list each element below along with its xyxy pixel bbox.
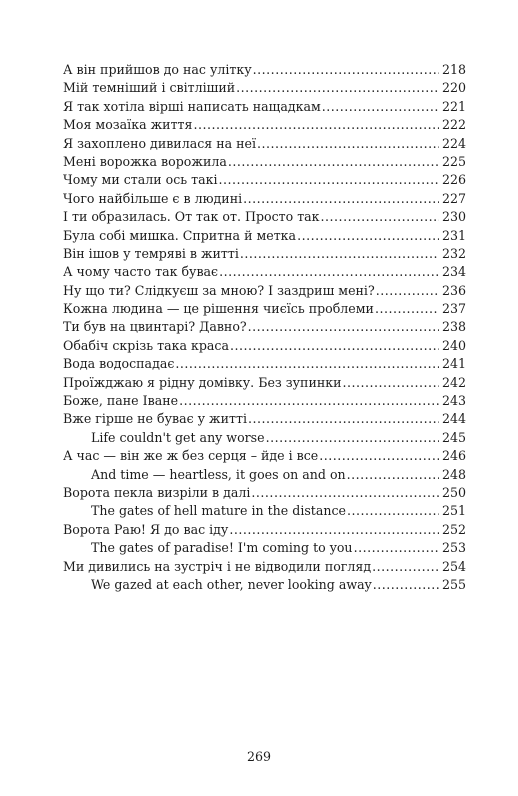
dot-leader	[240, 245, 439, 263]
dot-leader	[236, 79, 439, 97]
toc-entry	[63, 558, 466, 576]
toc-entry	[63, 153, 466, 171]
toc-entry	[63, 539, 466, 557]
toc-entry-title: Life couldn't get any worse	[91, 429, 265, 445]
toc-entry-title: Ти був на цвинтарі? Давно?	[63, 319, 247, 335]
toc-entry-page: 237	[441, 301, 466, 317]
page-number: 269	[246, 749, 272, 764]
toc-entry-title: We gazed at each other, never looking away	[91, 576, 372, 592]
toc-entry-title: Ну що ти? Слідкуєш за мною? І заздриш мені?	[63, 282, 375, 298]
toc-entry	[63, 410, 466, 428]
dot-leader	[228, 153, 439, 171]
toc-entry	[63, 98, 466, 116]
toc-entry	[63, 116, 466, 134]
toc-entry	[63, 171, 466, 189]
toc-entry-title: А чому часто так буває	[63, 264, 219, 280]
toc-entry	[63, 429, 466, 447]
toc-entry-page: 242	[441, 374, 466, 390]
dot-leader	[347, 466, 439, 484]
toc-entry-page: 250	[441, 484, 466, 500]
dot-leader	[251, 484, 439, 502]
toc-entry-title: А час — він же ж без серця – йде і все	[63, 448, 319, 464]
dot-leader	[248, 318, 439, 336]
toc-entry-title: Мій темніший і світліший	[63, 80, 236, 96]
toc-entry-page: 248	[441, 466, 466, 482]
toc-entry-page: 230	[441, 209, 466, 225]
toc-entry-title: Я так хотіла вірші написать нащадкам	[63, 98, 321, 114]
toc-entry-page: 240	[441, 337, 466, 353]
dot-leader	[175, 355, 439, 373]
toc-entry-title: Ворота пекла визріли в далі	[63, 484, 251, 500]
toc-entry-page: 253	[441, 540, 466, 556]
toc-entry	[63, 521, 466, 539]
toc-entry-page: 224	[441, 135, 466, 151]
dot-leader	[253, 61, 439, 79]
toc-entry-page: 234	[441, 264, 466, 280]
dot-leader	[322, 98, 439, 116]
toc-entry-page: 222	[441, 117, 466, 133]
dot-leader	[179, 392, 439, 410]
toc-entry-page: 231	[441, 227, 466, 243]
dot-leader	[266, 429, 439, 447]
toc-entry-page: 252	[441, 521, 466, 537]
toc-entry-page: 255	[441, 576, 466, 592]
dot-leader	[219, 263, 439, 281]
dot-leader	[354, 539, 439, 557]
toc-entry	[63, 135, 466, 153]
dot-leader	[297, 227, 439, 245]
dot-leader	[347, 502, 439, 520]
toc-entry	[63, 208, 466, 226]
toc-entry	[63, 300, 466, 318]
toc-entry-page: 232	[441, 245, 466, 261]
toc-entry-title: Проїжджаю я рідну домівку. Без зупинки	[63, 374, 342, 390]
toc-entry-page: 245	[441, 429, 466, 445]
toc-entry	[63, 79, 466, 97]
toc-entry-page: 238	[441, 319, 466, 335]
toc-entry-title: Вода водоспадає	[63, 356, 175, 372]
dot-leader	[373, 576, 439, 594]
toc-entry-page: 243	[441, 393, 466, 409]
toc-entry	[63, 392, 466, 410]
toc-entry	[63, 190, 466, 208]
toc-entry-page: 241	[441, 356, 466, 372]
dot-leader	[343, 374, 440, 392]
toc-entry-title: Обабіч скрізь така краса	[63, 337, 229, 353]
toc-entry-title: Ворота Раю! Я до вас іду	[63, 521, 229, 537]
toc-entry	[63, 245, 466, 263]
toc-entry	[63, 282, 466, 300]
toc-entry-page: 236	[441, 282, 466, 298]
toc-entry-page: 246	[441, 448, 466, 464]
table-of-contents	[63, 61, 466, 594]
dot-leader	[319, 447, 439, 465]
toc-entry-page: 220	[441, 80, 466, 96]
toc-entry	[63, 502, 466, 520]
dot-leader	[193, 116, 439, 134]
toc-entry	[63, 61, 466, 79]
toc-entry	[63, 447, 466, 465]
toc-entry	[63, 355, 466, 373]
toc-entry-title: The gates of hell mature in the distance	[91, 503, 346, 519]
toc-entry	[63, 318, 466, 336]
toc-entry-title: Була собі мишка. Спритна й метка	[63, 227, 297, 243]
toc-entry	[63, 374, 466, 392]
toc-entry-page: 254	[441, 558, 466, 574]
toc-entry-page: 225	[441, 153, 466, 169]
toc-entry-title: Ми дивились на зустріч і не відводили погляд	[63, 558, 372, 574]
toc-entry	[63, 337, 466, 355]
toc-entry-title: Я захоплено дивилася на неї	[63, 135, 256, 151]
toc-entry-title: Він ішов у темряві в житті	[63, 245, 239, 261]
toc-entry-page: 244	[441, 411, 466, 427]
toc-entry-title: І ти образилась. От так от. Просто так	[63, 209, 320, 225]
toc-entry-title: And time — heartless, it goes on and on	[91, 466, 346, 482]
dot-leader	[229, 521, 439, 539]
toc-entry-title: The gates of paradise! I'm coming to you	[91, 540, 353, 556]
toc-entry-title: Чого найбільше є в людині	[63, 190, 243, 206]
toc-entry-title: Моя мозаїка життя	[63, 117, 193, 133]
toc-entry-page: 251	[441, 503, 466, 519]
dot-leader	[243, 190, 439, 208]
toc-entry-title: Чому ми стали ось такі	[63, 172, 218, 188]
dot-leader	[375, 300, 439, 318]
toc-entry	[63, 466, 466, 484]
toc-entry-title: Вже гірше не буває у житті	[63, 411, 247, 427]
dot-leader	[376, 282, 439, 300]
dot-leader	[248, 410, 439, 428]
dot-leader	[257, 135, 439, 153]
toc-entry-page: 227	[441, 190, 466, 206]
toc-entry-title: Боже, пане Іване	[63, 393, 179, 409]
toc-entry-title: Кожна людина — це рішення чиєїсь проблеми	[63, 301, 374, 317]
toc-entry	[63, 484, 466, 502]
toc-entry-title: А він прийшов до нас улітку	[63, 62, 252, 77]
toc-entry	[63, 263, 466, 281]
toc-entry-title: Мені ворожка ворожила	[63, 153, 227, 169]
toc-entry-page: 218	[441, 62, 466, 77]
toc-entry-page: 221	[441, 98, 466, 114]
dot-leader	[219, 171, 439, 189]
dot-leader	[321, 208, 439, 226]
dot-leader	[372, 558, 439, 576]
dot-leader	[230, 337, 439, 355]
toc-entry	[63, 227, 466, 245]
toc-entry	[63, 576, 466, 594]
toc-entry-page: 226	[441, 172, 466, 188]
